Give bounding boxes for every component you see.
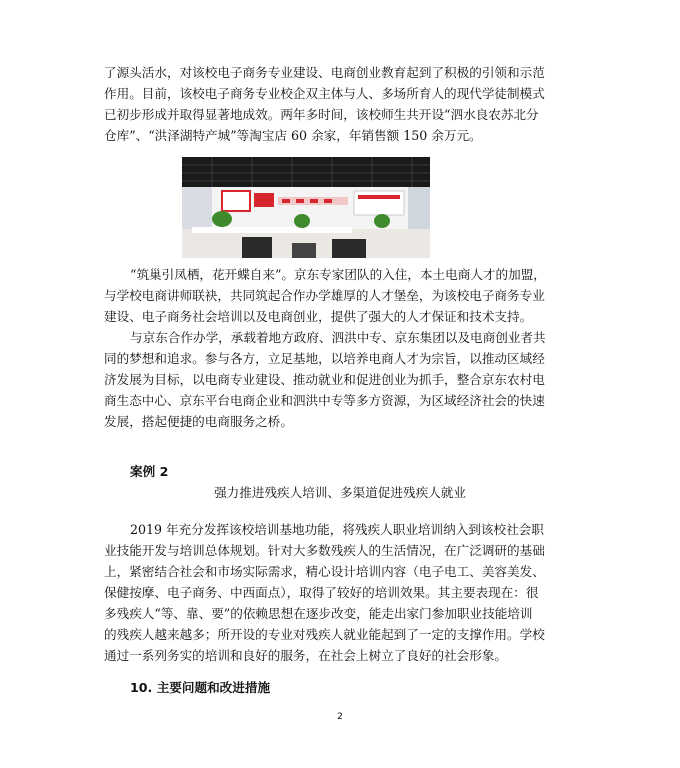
text-line: 商生态中心、京东平台电商企业和泗洪中专等多方资源，为区域经济社会的快速 [104,393,545,408]
case-heading: 案例 2 [130,464,169,479]
text-line: 通过一系列务实的培训和良好的服务，在社会上树立了良好的社会形象。 [104,648,507,663]
text-line: 与学校电商讲师联袂，共同筑起合作办学雄厚的人才堡垒，为该校电子商务专业 [104,288,545,303]
office-photo [182,157,430,258]
paragraph-3 [104,519,580,666]
paragraph-1 [104,62,580,146]
text-line: 仓库”、“洪泽湖特产城”等淘宝店 60 余家，年销售额 150 余万元。 [104,128,482,143]
text-line: 2019 年充分发挥该校培训基地功能，将残疾人职业培训纳入到该校社会职 [130,522,544,537]
text-line: 保健按摩、电子商务、中西面点），取得了较好的培训效果。其主要表现在：很 [104,585,539,600]
office-photo-icon [182,157,430,258]
text-line: 同的梦想和追求。参与各方，立足基地，以培养电商人才为宗旨，以推动区域经 [104,351,545,366]
case-title: 强力推进残疾人培训、多渠道促进残疾人就业 [214,485,466,500]
text-line: 业技能开发与培训总体规划。针对大多数残疾人的生活情况，在广泛调研的基础 [104,543,545,558]
text-line: 多残疾人“等、靠、要”的依赖思想在逐步改变，能走出家门参加职业技能培训 [104,606,533,621]
text-line: 作用。目前，该校电子商务专业校企双主体与人、多场所育人的现代学徒制模式 [104,86,545,101]
text-line: 已初步形成并取得显著地成效。两年多时间，该校师生共开设“泗水良农苏北分 [104,107,539,122]
text-line: 建设、电子商务社会培训以及电商创业，提供了强大的人才保证和技术支持。 [104,309,533,324]
text-line: 了源头活水，对该校电子商务专业建设、电商创业教育起到了积极的引领和示范 [104,65,545,80]
text-line: 与京东合作办学，承载着地方政府、泗洪中专、京东集团以及电商创业者共 [130,330,546,345]
section-heading: 10. 主要问题和改进措施 [130,680,271,695]
text-line: 上，紧密结合社会和市场实际需求，精心设计培训内容（电子电工、美容美发、 [104,564,545,579]
paragraph-2 [104,264,580,432]
text-line: “筑巢引凤栖，花开蝶自来”。京东专家团队的入住，本土电商人才的加盟， [130,267,546,282]
text-line: 济发展为目标，以电商专业建设、推动就业和促进创业为抓手，整合京东农村电 [104,372,545,387]
page-number: 2 [337,712,343,722]
text-line: 发展，搭起便捷的电商服务之桥。 [104,414,293,429]
text-line: 的残疾人越来越多；所开设的专业对残疾人就业能起到了一定的支撑作用。学校 [104,627,545,642]
